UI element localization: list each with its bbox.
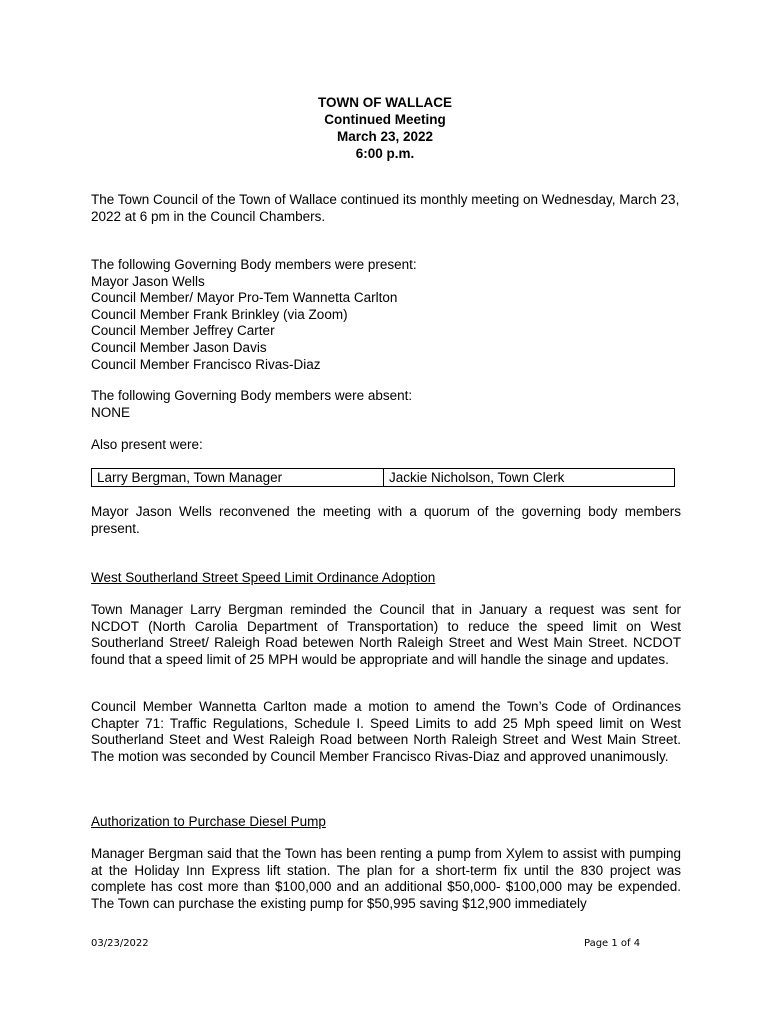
present-members-block bbox=[91, 257, 681, 373]
also-present-table bbox=[91, 468, 675, 487]
member-item: Council Member Jeffrey Carter bbox=[91, 323, 275, 339]
member-item: Council Member Frank Brinkley (via Zoom) bbox=[91, 306, 348, 322]
meeting-time: 6:00 p.m. bbox=[355, 146, 415, 161]
absent-value: NONE bbox=[91, 404, 131, 420]
town-name: TOWN OF WALLACE bbox=[318, 95, 452, 110]
table-cell: Larry Bergman, Town Manager bbox=[92, 469, 384, 487]
intro-paragraph: The Town Council of the Town of Wallace continued its monthly meeting on Wednesday, March 23, 2022 at 6 pm in the Council Chambers. bbox=[91, 192, 680, 224]
member-item: Council Member Francisco Rivas-Diaz bbox=[91, 356, 321, 372]
reconvened-paragraph: Mayor Jason Wells reconvened the meeting with a quorum of the governing body members present. bbox=[91, 504, 681, 536]
absent-members-block bbox=[91, 388, 681, 421]
document-header bbox=[0, 94, 770, 162]
section-heading: West Southerland Street Speed Limit Ordinance Adoption bbox=[91, 570, 436, 585]
meeting-date: March 23, 2022 bbox=[336, 129, 434, 144]
present-heading: The following Governing Body members were present: bbox=[91, 257, 417, 272]
section2-paragraph-1: Manager Bergman said that the Town has been renting a pump from Xylem to assist with pumping at the Holiday Inn Express lift station. The plan for a short-term fix until the 830 project was complete has cost more than $100,000 and an additional $50,000- $100,000 may be expended. The Town can purchase the existing pump for $50,995 saving $12,900 immediately bbox=[91, 846, 681, 911]
meeting-type: Continued Meeting bbox=[324, 112, 446, 127]
member-item: Mayor Jason Wells bbox=[91, 273, 205, 289]
table-row bbox=[92, 469, 675, 487]
absent-heading: The following Governing Body members were absent: bbox=[91, 388, 413, 403]
section1-paragraph-1: Town Manager Larry Bergman reminded the Council that in January a request was sent for NCDOT (North Carolia Department of Transportation) to reduce the speed limit on West Southerland Street/ Raleigh Road betewen North Raleigh Street and West Main Street. NCDOT found that a speed limit of 25 MPH would be appropriate and will handle the sinage and updates. bbox=[91, 602, 681, 667]
section-heading: Authorization to Purchase Diesel Pump bbox=[91, 814, 326, 829]
footer-date: 03/23/2022 bbox=[91, 938, 149, 949]
section1-paragraph-2: Council Member Wannetta Carlton made a motion to amend the Town’s Code of Ordinances Chapter 71: Traffic Regulations, Schedule I. Speed Limits to add 25 Mph speed limit on West Southerland Steet and West Raleigh Road between North Raleigh Street and West Main Street. The motion was seconded by Council Member Francisco Rivas-Diaz and approved unanimously. bbox=[91, 699, 681, 764]
member-item: Council Member Jason Davis bbox=[91, 339, 267, 355]
also-present-heading: Also present were: bbox=[91, 437, 203, 452]
member-item: Council Member/ Mayor Pro-Tem Wannetta Carlton bbox=[91, 290, 398, 306]
table-cell: Jackie Nicholson, Town Clerk bbox=[384, 469, 675, 487]
footer-page-number: Page 1 of 4 bbox=[584, 938, 641, 949]
